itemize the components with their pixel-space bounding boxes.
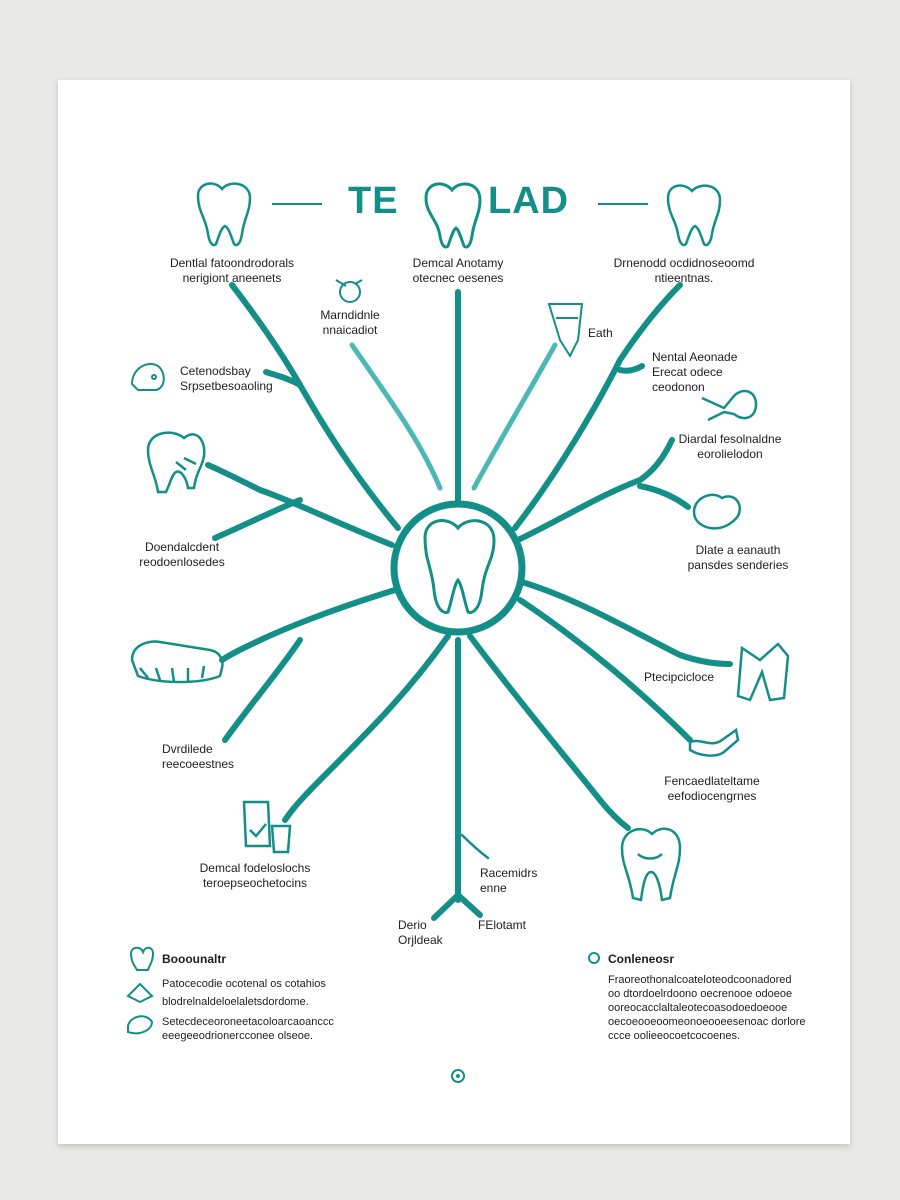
brush-icon	[702, 391, 756, 420]
hub-circle	[394, 504, 522, 632]
title-left: TE	[348, 180, 399, 222]
label-right-3: Dlate a eanauth pansdes senderies	[687, 543, 789, 572]
branch-inner-right	[474, 345, 555, 488]
label-top-center: Demcal Anotamy otecnec oesenes	[412, 256, 504, 285]
title-right: LAD	[488, 180, 570, 222]
branch-left-2	[222, 590, 395, 660]
footer-bullet-icon	[589, 953, 599, 963]
smile-tooth-icon	[622, 829, 680, 900]
footer-left-line-1: Patocecodie ocotenal os cotahios	[162, 978, 326, 990]
label-right-2: Diardal fesolnaldne eorolielodon	[678, 432, 782, 461]
branch-left-1	[208, 465, 392, 545]
crown-icon	[738, 644, 788, 700]
label-inner-left: Marndidnle nnaicadiot	[320, 308, 380, 337]
branch-bottom-center-tick	[462, 835, 488, 858]
footer-tool-icon	[128, 984, 152, 1002]
branch-bottom-fork-left	[434, 895, 458, 918]
branch-inner-left	[352, 345, 440, 488]
label-mid-left: Cetenodsbay Srpsetbesoaoling	[180, 364, 273, 393]
label-top-right: Drnenodd ocdidnoseoomd ntieentnas.	[613, 256, 755, 285]
footer-right-line-3: ooreocacclaltaleotecoasodoedoeooe	[608, 1002, 788, 1014]
gum-icon	[694, 495, 740, 529]
footer-left-line-4: eeegeeodrionercconee olseoe.	[162, 1030, 314, 1042]
head-icon	[132, 364, 164, 390]
branch-left-1-sub	[215, 500, 300, 538]
label-bottom-center-right: Racemidrs enne	[480, 866, 538, 895]
cracked-tooth-icon	[148, 433, 204, 492]
footer-right-line-1: Fraoreothonalcoateloteodcoonadored	[608, 974, 792, 986]
footer-tooth-icon	[131, 948, 153, 970]
label-left-4: Demcal fodeloslochs teroepseochetocins	[199, 861, 311, 890]
branch-right-1-sub	[640, 486, 688, 507]
denture-icon	[132, 642, 223, 682]
label-left-2: Doendalcdent reodoenlosedes	[139, 540, 225, 569]
mouth-icon	[336, 280, 362, 302]
footer-left-line-3: Setecdeceoroneetacoloarcaoanccc	[162, 1016, 334, 1028]
tooth-icon-top-right	[668, 186, 720, 245]
branch-top-right-sub	[620, 366, 642, 371]
tooth-icon-top-left	[198, 184, 250, 245]
label-top-left: Dentlal fatoondrodorals nerigiont aneenets	[169, 256, 295, 285]
label-right-5: Fencaedlateltame eefodiocengrnes	[664, 774, 760, 803]
footer-left-heading: Booounaltr	[162, 952, 226, 966]
cup-icon	[244, 802, 290, 852]
footer-right-line-2: oo dtordoelrdoono oecrenooe odoeoe	[608, 988, 793, 1000]
label-inner-right: Eath	[588, 326, 613, 340]
branch-bottom-left	[285, 636, 448, 820]
footer-left-line-2: blodrelnaldeloelaletsdordome.	[162, 996, 309, 1008]
label-right-1: Nental Aeonade Erecat odece ceodonon	[652, 350, 738, 394]
probe-icon	[690, 730, 738, 756]
label-bottom-right: FElotamt	[478, 918, 527, 932]
label-right-4: Ptecipcicloce	[644, 670, 715, 684]
title-tooth-icon	[426, 184, 480, 247]
branch-bottom-fork-right	[458, 895, 480, 915]
label-left-3: Dvrdilede reecoeestnes	[162, 742, 235, 771]
footer-right-line-5: ccce oolieeocoetcocoenes.	[608, 1030, 741, 1042]
footer-right-line-4: oecoeooeoomeonoeooeesenoac dorlore	[608, 1016, 806, 1028]
footer-right-heading: Conleneosr	[608, 952, 675, 966]
label-bottom-left: Derio Orjldeak	[398, 918, 443, 947]
footer-gum-icon	[128, 1016, 152, 1033]
